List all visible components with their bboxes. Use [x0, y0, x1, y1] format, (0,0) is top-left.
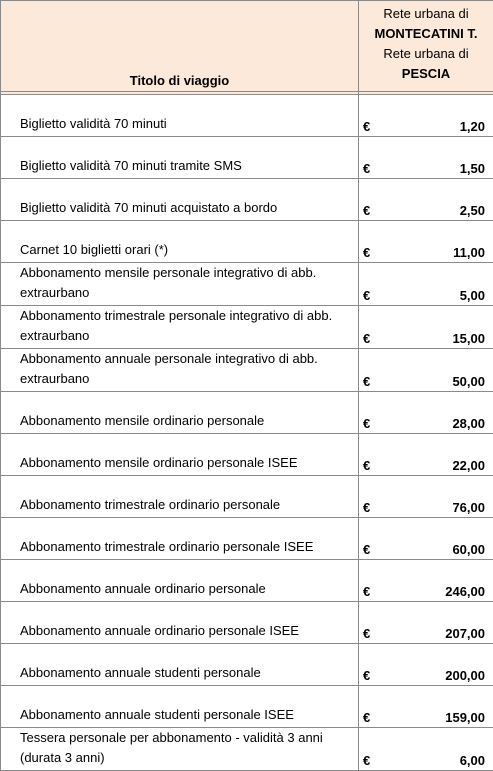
ticket-title: Abbonamento annuale ordinario personale ISEE [1, 602, 359, 644]
currency-symbol: € [359, 392, 379, 434]
table-row [1, 263, 493, 306]
currency-symbol: € [359, 179, 379, 221]
table-row [1, 728, 493, 771]
ticket-title: Biglietto validità 70 minuti acquistato a bordo [1, 179, 359, 221]
table-row [1, 221, 493, 263]
table-row [1, 602, 493, 644]
ticket-price: 2,50 [379, 179, 493, 221]
ticket-title: Abbonamento trimestrale ordinario personale [1, 476, 359, 518]
table-row [1, 686, 493, 728]
currency-symbol: € [359, 644, 379, 686]
ticket-title: Abbonamento annuale studenti personale [1, 644, 359, 686]
currency-symbol: € [359, 306, 379, 349]
currency-symbol: € [359, 686, 379, 728]
currency-symbol: € [359, 434, 379, 476]
network-line: Rete urbana di [359, 4, 493, 24]
network-line: Rete urbana di [359, 44, 493, 64]
ticket-price: 1,50 [379, 137, 493, 179]
ticket-price: 11,00 [379, 221, 493, 263]
table-row [1, 306, 493, 349]
table-row [1, 518, 493, 560]
ticket-price: 28,00 [379, 392, 493, 434]
column-header-network [359, 1, 493, 92]
ticket-title: Abbonamento annuale ordinario personale [1, 560, 359, 602]
network-name: PESCIA [359, 64, 493, 84]
ticket-title: Biglietto validità 70 minuti tramite SMS [1, 137, 359, 179]
table-row [1, 95, 493, 137]
currency-symbol: € [359, 518, 379, 560]
ticket-title: Biglietto validità 70 minuti [1, 95, 359, 137]
ticket-price: 15,00 [379, 306, 493, 349]
currency-symbol: € [359, 476, 379, 518]
table-row [1, 349, 493, 392]
ticket-title: Abbonamento mensile personale integrativo di abb. extraurbano [1, 263, 359, 306]
ticket-price: 5,00 [379, 263, 493, 306]
table-row [1, 137, 493, 179]
currency-symbol: € [359, 602, 379, 644]
table-row [1, 476, 493, 518]
currency-symbol: € [359, 221, 379, 263]
currency-symbol: € [359, 560, 379, 602]
currency-symbol: € [359, 728, 379, 771]
table-row [1, 392, 493, 434]
ticket-title: Abbonamento trimestrale personale integrativo di abb. extraurbano [1, 306, 359, 349]
table-row [1, 560, 493, 602]
ticket-title: Carnet 10 biglietti orari (*) [1, 221, 359, 263]
column-header-title: Titolo di viaggio [1, 1, 359, 92]
ticket-price: 1,20 [379, 95, 493, 137]
ticket-price: 200,00 [379, 644, 493, 686]
ticket-price: 60,00 [379, 518, 493, 560]
ticket-price: 246,00 [379, 560, 493, 602]
tariff-rows [1, 95, 493, 771]
ticket-title: Tessera personale per abbonamento - validità 3 anni (durata 3 anni) [1, 728, 359, 771]
ticket-price: 6,00 [379, 728, 493, 771]
ticket-title: Abbonamento trimestrale ordinario personale ISEE [1, 518, 359, 560]
table-row [1, 434, 493, 476]
header-row [1, 1, 493, 92]
ticket-price: 207,00 [379, 602, 493, 644]
ticket-title: Abbonamento annuale studenti personale ISEE [1, 686, 359, 728]
table-row [1, 179, 493, 221]
currency-symbol: € [359, 137, 379, 179]
currency-symbol: € [359, 349, 379, 392]
network-name: MONTECATINI T. [359, 24, 493, 44]
table-row [1, 644, 493, 686]
ticket-price: 22,00 [379, 434, 493, 476]
ticket-title: Abbonamento annuale personale integrativo di abb. extraurbano [1, 349, 359, 392]
ticket-title: Abbonamento mensile ordinario personale [1, 392, 359, 434]
ticket-title: Abbonamento mensile ordinario personale ISEE [1, 434, 359, 476]
ticket-price: 50,00 [379, 349, 493, 392]
currency-symbol: € [359, 95, 379, 137]
currency-symbol: € [359, 263, 379, 306]
ticket-price: 76,00 [379, 476, 493, 518]
ticket-price: 159,00 [379, 686, 493, 728]
